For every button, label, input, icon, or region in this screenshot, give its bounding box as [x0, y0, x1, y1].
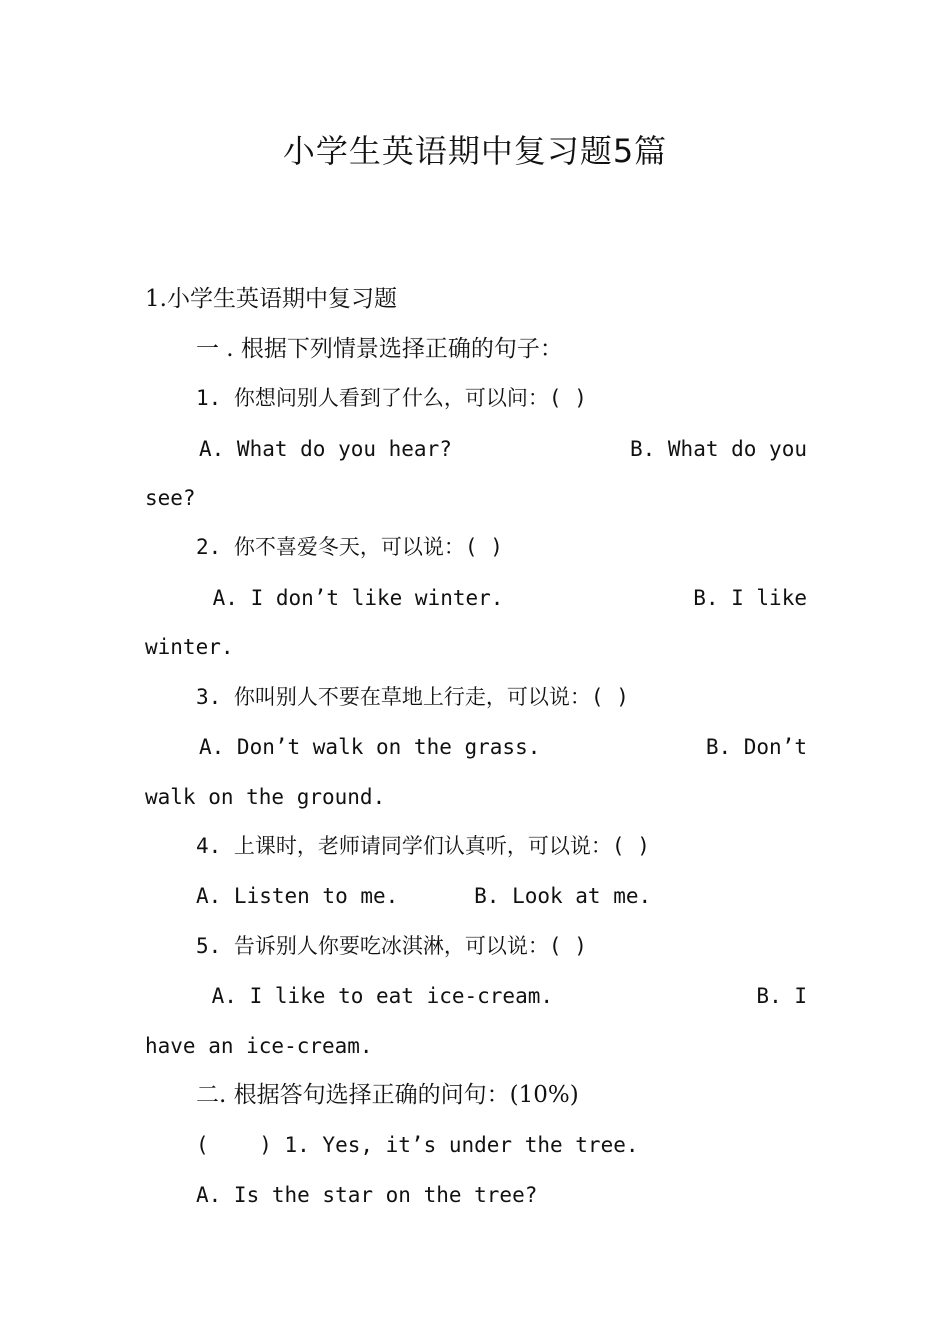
- question-1-option-b: B. What do you: [629, 437, 807, 461]
- question-1-continuation: see?: [145, 486, 196, 510]
- question-1-option-a: A. What do you hear?: [199, 437, 452, 461]
- question-3-continuation: walk on the ground.: [145, 785, 386, 809]
- part2-question-1-stem: ( ) 1. Yes, it’s under the tree.: [196, 1133, 639, 1157]
- question-2-option-b: B. I like: [693, 586, 807, 610]
- question-3-option-a: A. Don’t walk on the grass.: [199, 735, 541, 759]
- question-4-options: A. Listen to me. B. Look at me.: [196, 884, 652, 908]
- section-heading: 1.小学生英语期中复习题: [145, 286, 397, 312]
- question-2-stem: 2. 你不喜爱冬天，可以说：( ): [196, 535, 503, 559]
- question-5-continuation: have an ice-cream.: [145, 1034, 373, 1058]
- question-3-stem: 3. 你叫别人不要在草地上行走，可以说：( ): [196, 685, 629, 709]
- question-1-options: [145, 432, 807, 466]
- question-1-stem: 1. 你想问别人看到了什么，可以问：( ): [196, 386, 587, 410]
- question-5-option-b: B. I: [756, 984, 807, 1008]
- question-5-stem: 5. 告诉别人你要吃冰淇淋，可以说：( ): [196, 934, 587, 958]
- question-5-option-a: A. I like to eat ice-cream.: [199, 984, 554, 1008]
- document-title: 小学生英语期中复习题5篇: [282, 132, 668, 170]
- part2-heading: 二. 根据答句选择正确的问句：(10%): [196, 1082, 579, 1108]
- part2-question-1-option-a: A. Is the star on the tree?: [196, 1183, 538, 1207]
- part1-heading: 一 . 根据下列情景选择正确的句子：: [196, 336, 563, 362]
- question-2-option-a: A. I don’t like winter.: [200, 586, 504, 610]
- question-3-option-b: B. Don’t: [705, 735, 807, 759]
- question-2-continuation: winter.: [145, 635, 234, 659]
- question-3-options: [145, 730, 807, 764]
- question-2-options: [145, 581, 807, 615]
- question-5-options: [145, 979, 807, 1013]
- question-4-stem: 4. 上课时，老师请同学们认真听，可以说：( ): [196, 834, 650, 858]
